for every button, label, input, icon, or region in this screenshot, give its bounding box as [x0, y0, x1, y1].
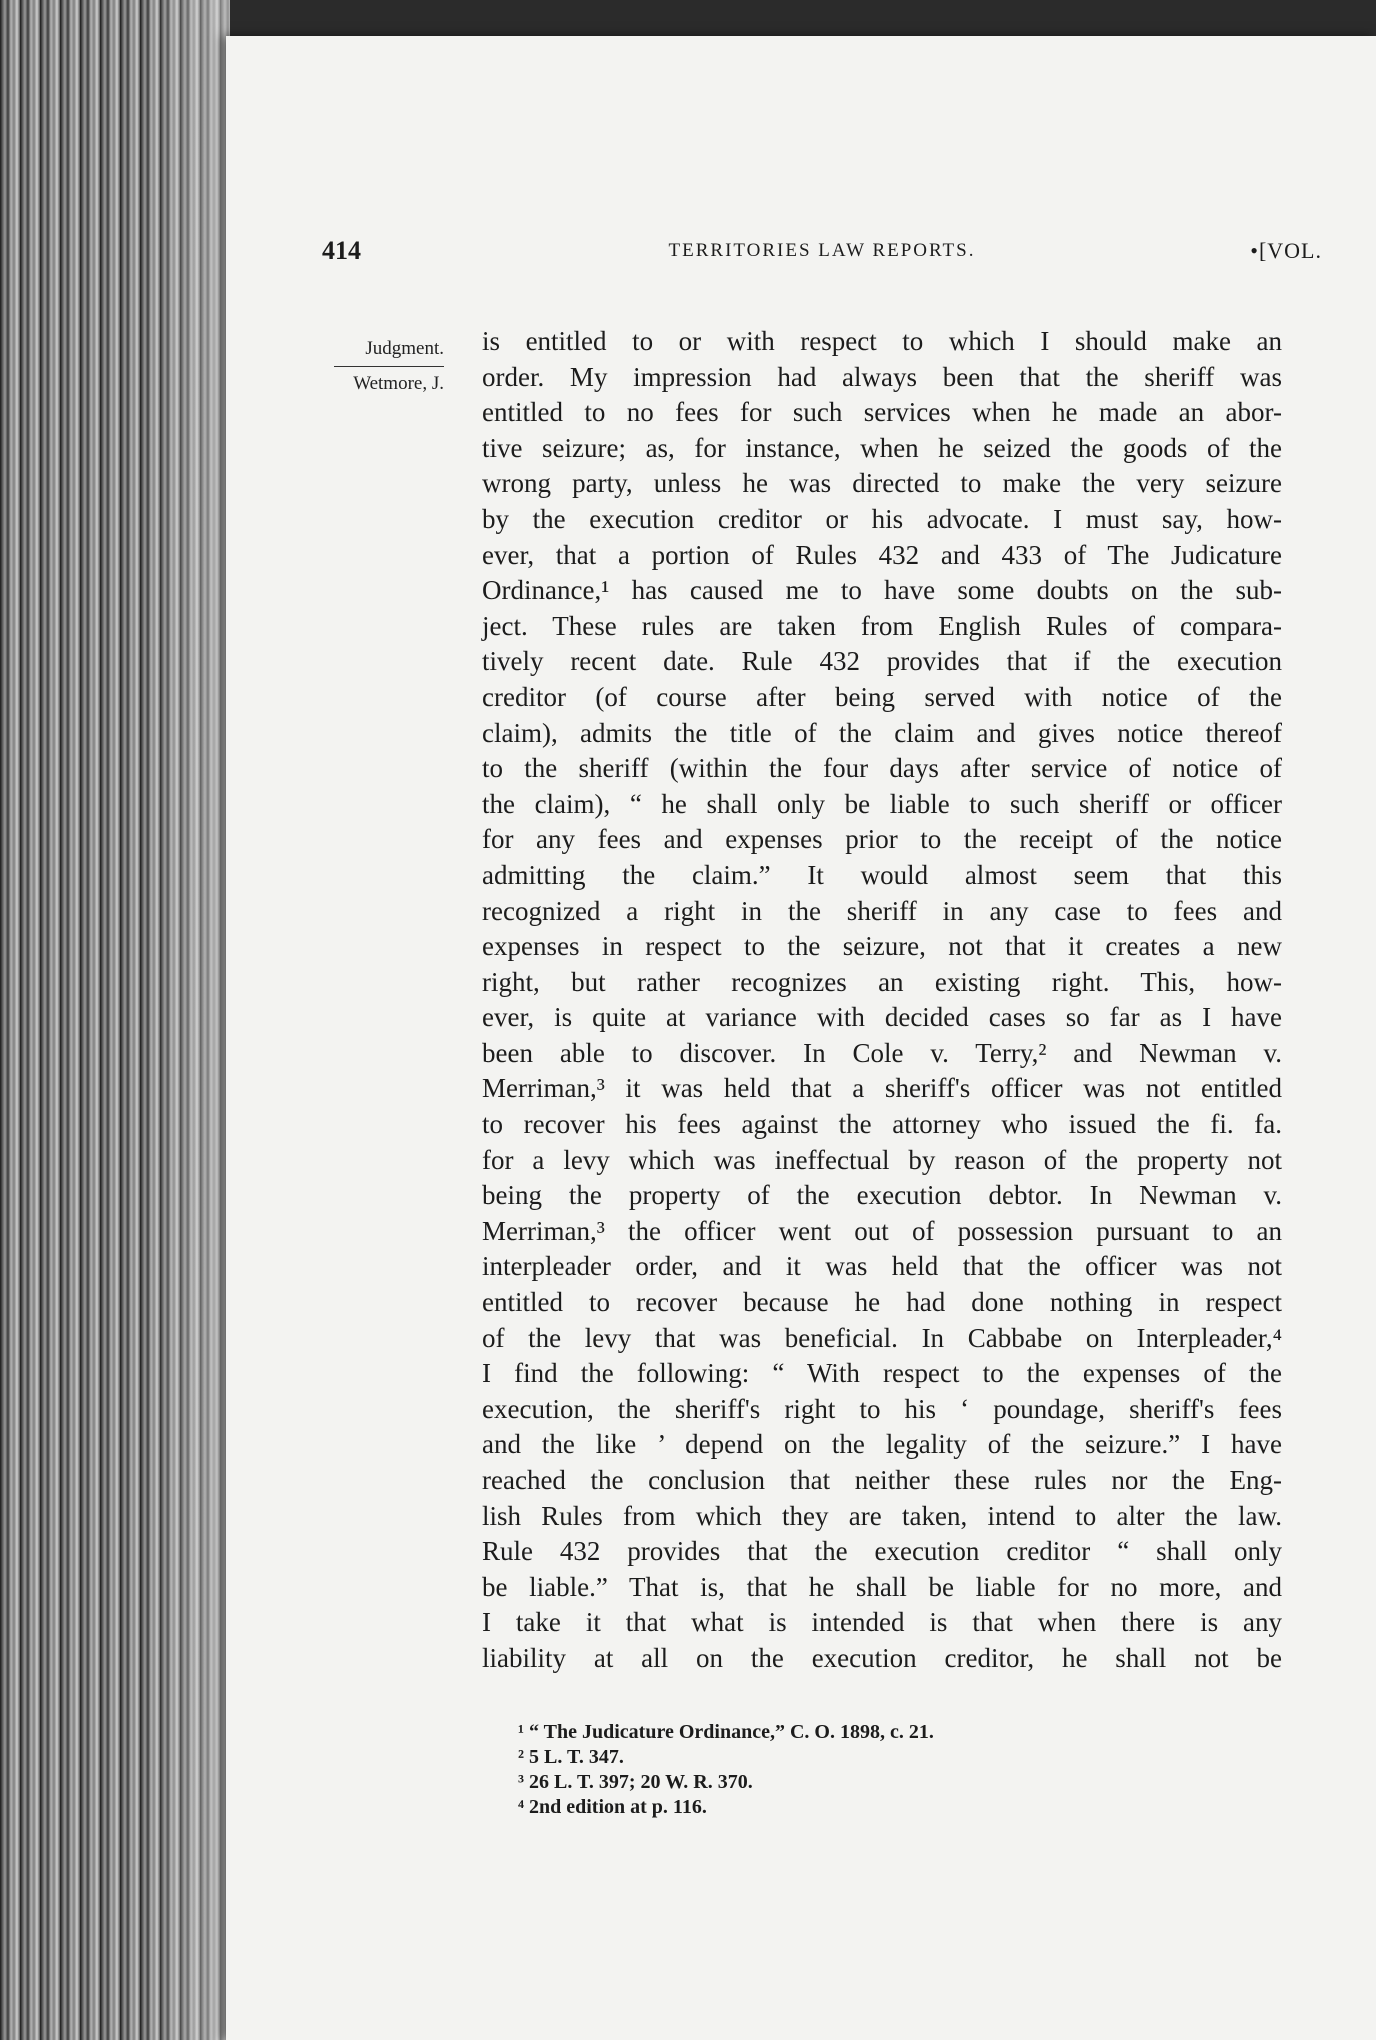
- body-line: expenses in respect to the seizure, not that it creates a new: [482, 931, 1282, 962]
- body-line: of the levy that was beneficial. In Cabbabe on Interpleader,⁴: [482, 1322, 1282, 1353]
- footnote: ³ 26 L. T. 397; 20 W. R. 370.: [518, 1771, 753, 1793]
- body-line: Merriman,³ the officer went out of possession pursuant to an: [482, 1215, 1282, 1246]
- body-line: I take it that what is intended is that when there is any: [482, 1607, 1282, 1638]
- body-line: Rule 432 provides that the execution creditor “ shall only: [482, 1536, 1282, 1567]
- body-line: right, but rather recognizes an existing right. This, how-: [482, 966, 1282, 997]
- body-line: tive seizure; as, for instance, when he seized the goods of the: [482, 432, 1282, 463]
- footnote: ¹ “ The Judicature Ordinance,” C. O. 1898, c. 21.: [518, 1721, 934, 1743]
- body-line: ject. These rules are taken from English Rules of compara-: [482, 610, 1282, 641]
- page-header: [322, 236, 1322, 276]
- body-line: ever, is quite at variance with decided cases so far as I have: [482, 1002, 1282, 1033]
- body-line: entitled to recover because he had done nothing in respect: [482, 1287, 1282, 1318]
- body-line: and the like ’ depend on the legality of the seizure.” I have: [482, 1429, 1282, 1460]
- footnote: ² 5 L. T. 347.: [518, 1746, 624, 1768]
- body-line: to the sheriff (within the four days after service of notice of: [482, 753, 1282, 784]
- body-line: be liable.” That is, that he shall be liable for no more, and: [482, 1571, 1282, 1602]
- body-line: the claim), “ he shall only be liable to such sheriff or officer: [482, 788, 1282, 819]
- body-line: I find the following: “ With respect to the expenses of the: [482, 1358, 1282, 1389]
- page-edges-shade: [150, 0, 230, 2040]
- footnote: ⁴ 2nd edition at p. 116.: [518, 1796, 707, 1818]
- body-line: for any fees and expenses prior to the receipt of the notice: [482, 824, 1282, 855]
- running-title: TERRITORIES LAW REPORTS.: [668, 240, 976, 261]
- body-line: liability at all on the execution creditor, he shall not be: [482, 1642, 1282, 1673]
- body-line: by the execution creditor or his advocate. I must say, how-: [482, 503, 1282, 534]
- page-number: 414: [322, 236, 361, 265]
- body-line: execution, the sheriff's right to his ‘ poundage, sheriff's fees: [482, 1393, 1282, 1424]
- margin-judge: Wetmore, J.: [353, 373, 444, 394]
- body-line: creditor (of course after being served with notice of the: [482, 681, 1282, 712]
- body-line: Merriman,³ it was held that a sheriff's officer was not entitled: [482, 1073, 1282, 1104]
- volume-label: •[VOL.: [1250, 238, 1322, 263]
- body-line: admitting the claim.” It would almost seem that this: [482, 859, 1282, 890]
- footnotes: [518, 1720, 1218, 1820]
- body-line: reached the conclusion that neither these rules nor the Eng-: [482, 1465, 1282, 1495]
- body-line: claim), admits the title of the claim and gives notice thereof: [482, 717, 1282, 748]
- body-line: to recover his fees against the attorney who issued the fi. fa.: [482, 1109, 1282, 1140]
- body-line: tively recent date. Rule 432 provides that if the execution: [482, 646, 1282, 677]
- body-line: being the property of the execution debtor. In Newman v.: [482, 1180, 1282, 1211]
- body-line: order. My impression had always been that the sheriff was: [482, 361, 1282, 392]
- body-line: been able to discover. In Cole v. Terry,² and Newman v.: [482, 1037, 1282, 1068]
- book-page: [226, 36, 1376, 2040]
- body-line: is entitled to or with respect to which I should make an: [482, 326, 1282, 356]
- body-line: recognized a right in the sheriff in any case to fees and: [482, 895, 1282, 926]
- body-line: wrong party, unless he was directed to make the very seizure: [482, 468, 1282, 499]
- body-line: Ordinance,¹ has caused me to have some doubts on the sub-: [482, 575, 1282, 606]
- margin-heading: Judgment.: [334, 334, 444, 367]
- body-line: lish Rules from which they are taken, intend to alter the law.: [482, 1500, 1282, 1531]
- body-line: interpleader order, and it was held that the officer was not: [482, 1251, 1282, 1282]
- body-line: for a levy which was ineffectual by reason of the property not: [482, 1144, 1282, 1175]
- body-line: ever, that a portion of Rules 432 and 433 of The Judicature: [482, 539, 1282, 570]
- margin-notes: [334, 334, 444, 401]
- body-text: [482, 324, 1282, 1677]
- body-line: entitled to no fees for such services when he made an abor-: [482, 397, 1282, 428]
